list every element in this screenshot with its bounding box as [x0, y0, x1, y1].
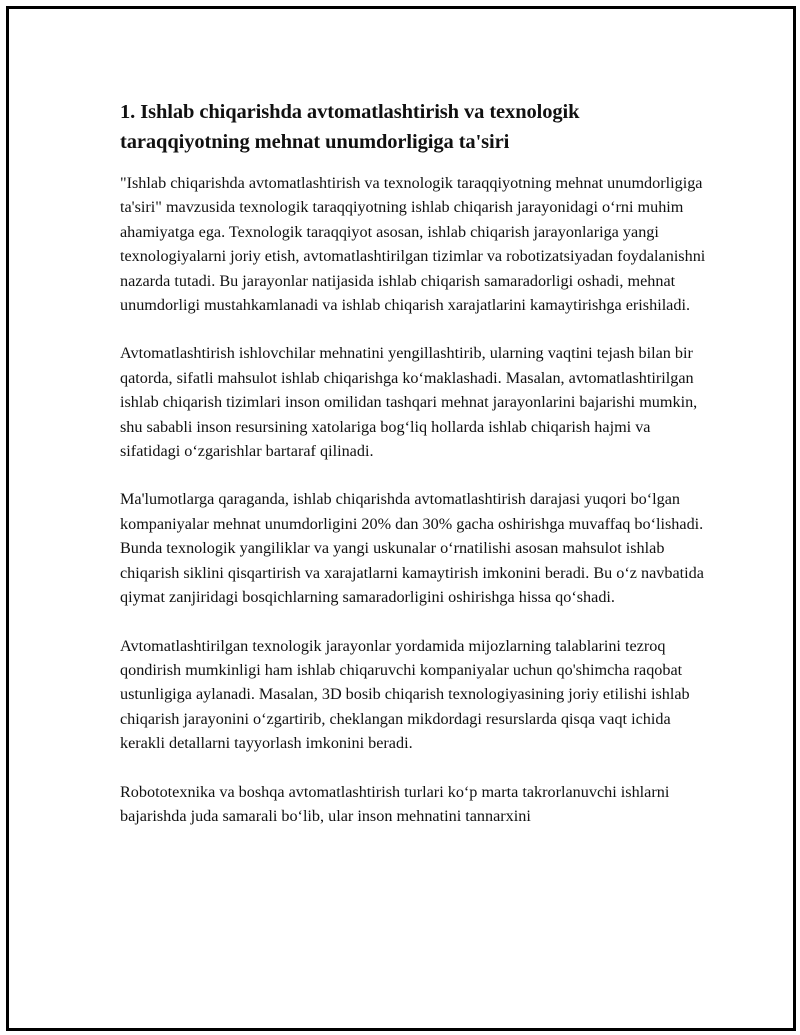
paragraph-3: Ma'lumotlarga qaraganda, ishlab chiqarishda avtomatlashtirish darajasi yuqori bo‘lgan kompaniyalar mehnat unumdorligini 20% dan 30% gacha oshirishga muvaffaq bo‘lishadi. Bunda texnologik yangiliklar va yangi uskunalar o‘rnatilishi asosan mahsulot ishlab chiqarish siklini qisqartirish va xarajatlarni kamaytirish imkonini beradi. Bu o‘z navbatida qiymat zanjiridagi bosqichlarning samaradorligini oshirishga hissa qo‘shadi. — [120, 490, 704, 607]
paragraph-4: Avtomatlashtirilgan texnologik jarayonlar yordamida mijozlarning talablarini tezroq qondirish mumkinligi ham ishlab chiqaruvchi kompaniyalar uchun qo'shimcha raqobat ustunligiga aylanadi. Masalan, 3D bosib chiqarish texnologiyasining joriy etilishi ishlab chiqarish jarayonini o‘zgartirib, cheklangan mikdordagi resurslarda qisqa vaqt ichida kerakli detallarni tayyorlash imkonini beradi. — [120, 636, 690, 753]
paragraph-5: Robototexnika va boshqa avtomatlashtirish turlari ko‘p marta takrorlanuvchi ishlarni bajarishda juda samarali bo‘lib, ular inson mehnatini tannarxini — [120, 782, 670, 825]
paragraph-2: Avtomatlashtirish ishlovchilar mehnatini yengillashtirib, ularning vaqtini tejash bilan bir qatorda, sifatli mahsulot ishlab chiqarishga ko‘maklashadi. Masalan, avtomatlashtirilgan ishlab chiqarish tizimlari inson omilidan tashqari mehnat jarayonlarini bajarishi mumkin, shu sababli inson resursining xatolariga bog‘liq hollarda ishlab chiqarish hajmi va sifatidagi o‘zgarishlar bartaraf qilinadi. — [120, 344, 698, 461]
section-heading: 1. Ishlab chiqarishda avtomatlashtirish va texnologik taraqqiyotning mehnat unumdorligiga ta'siri — [120, 101, 580, 153]
document-body — [120, 97, 710, 852]
paragraph-1: "Ishlab chiqarishda avtomatlashtirish va texnologik taraqqiyotning mehnat unumdorligiga ta'siri" mavzusida texnologik taraqqiyotning ishlab chiqarish jarayonidagi o‘rni muhim ahamiyatga ega. Texnologik taraqqiyot asosan, ishlab chiqarish jarayonlariga yangi texnologiyalarni joriy etish, avtomatlashtirilgan tizimlar va robotizatsiyadan foydalanishni nazarda tutadi. Bu jarayonlar natijasida ishlab chiqarish samaradorligi oshadi, mehnat unumdorligi mustahkamlanadi va ishlab chiqarish xarajatlarini kamaytirishga erishiladi. — [120, 174, 706, 315]
page-frame — [6, 6, 796, 1031]
